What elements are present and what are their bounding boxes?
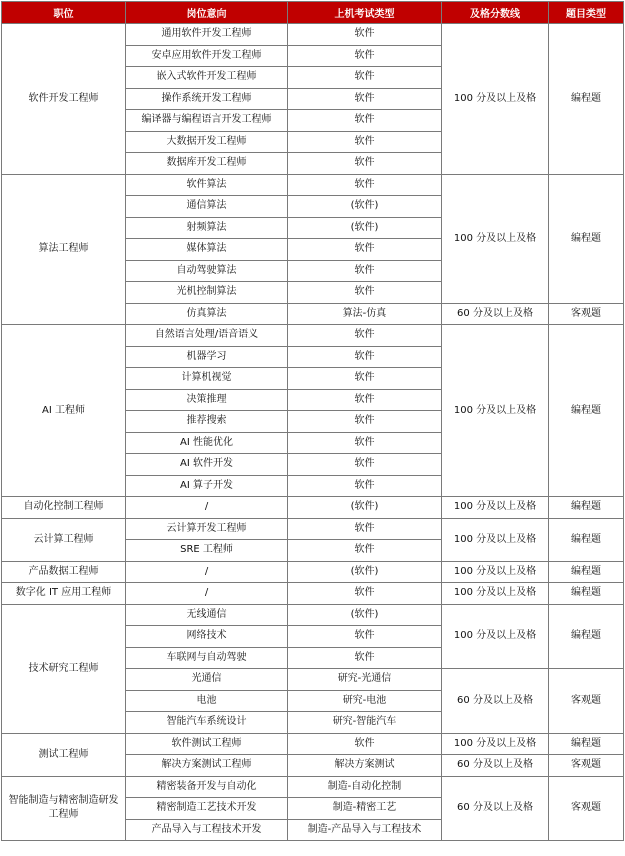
header-job-intent: 岗位意向 (126, 2, 288, 24)
table-cell: (软件) (288, 497, 442, 519)
table-cell: 安卓应用软件开发工程师 (126, 45, 288, 67)
table-cell: 客观题 (549, 776, 624, 841)
table-cell: 精密制造工艺技术开发 (126, 798, 288, 820)
table-cell: 仿真算法 (126, 303, 288, 325)
table-cell: 软件算法 (126, 174, 288, 196)
table-cell: SRE 工程师 (126, 540, 288, 562)
table-cell: 制造-产品导入与工程技术 (288, 819, 442, 841)
table-cell: 软件 (288, 518, 442, 540)
header-question-type: 题目类型 (549, 2, 624, 24)
table-cell: 光通信 (126, 669, 288, 691)
table-cell: 编程题 (549, 497, 624, 519)
table-cell: 制造-自动化控制 (288, 776, 442, 798)
table-cell: 编程题 (549, 24, 624, 175)
table-cell: 车联网与自动驾驶 (126, 647, 288, 669)
table-cell: 操作系统开发工程师 (126, 88, 288, 110)
table-cell: 软件 (288, 368, 442, 390)
table-cell: 研究-光通信 (288, 669, 442, 691)
table-cell: 100 分及以上及格 (442, 24, 549, 175)
table-cell: 嵌入式软件开发工程师 (126, 67, 288, 89)
table-cell: 60 分及以上及格 (442, 755, 549, 777)
table-cell: 精密装备开发与自动化 (126, 776, 288, 798)
table-cell: 解决方案测试 (288, 755, 442, 777)
table-cell: 射频算法 (126, 217, 288, 239)
table-cell: 60 分及以上及格 (442, 669, 549, 734)
table-cell: 自然语言处理/语音语义 (126, 325, 288, 347)
table-row (2, 776, 624, 798)
table-row (2, 24, 624, 46)
table-row (2, 604, 624, 626)
table-cell: 100 分及以上及格 (442, 518, 549, 561)
table-cell: 光机控制算法 (126, 282, 288, 304)
table-cell: 产品数据工程师 (2, 561, 126, 583)
table-cell: 客观题 (549, 755, 624, 777)
table-cell: 软件 (288, 24, 442, 46)
table-cell: 编程题 (549, 325, 624, 497)
table-cell: / (126, 561, 288, 583)
table-cell: 软件 (288, 346, 442, 368)
table-cell: 编译器与编程语言开发工程师 (126, 110, 288, 132)
table-cell: 无线通信 (126, 604, 288, 626)
table-cell: 自动驾驶算法 (126, 260, 288, 282)
table-cell: 软件 (288, 733, 442, 755)
table-cell: 电池 (126, 690, 288, 712)
table-row (2, 583, 624, 605)
table-cell: 云计算开发工程师 (126, 518, 288, 540)
table-cell: 软件 (288, 88, 442, 110)
table-cell: 100 分及以上及格 (442, 174, 549, 303)
table-cell: 通信算法 (126, 196, 288, 218)
table-cell: 计算机视觉 (126, 368, 288, 390)
header-passing-score: 及格分数线 (442, 2, 549, 24)
table-cell: 软件 (288, 389, 442, 411)
table-header (2, 2, 624, 24)
table-row (2, 733, 624, 755)
table-cell: AI 性能优化 (126, 432, 288, 454)
table-cell: 编程题 (549, 518, 624, 561)
table-cell: 软件 (288, 540, 442, 562)
table-cell: 网络技术 (126, 626, 288, 648)
table-cell: 大数据开发工程师 (126, 131, 288, 153)
table-cell: 100 分及以上及格 (442, 325, 549, 497)
table-row (2, 518, 624, 540)
exam-requirements-table (1, 1, 624, 841)
table-cell: 研究-电池 (288, 690, 442, 712)
table-cell: 技术研究工程师 (2, 604, 126, 733)
table-cell: 解决方案测试工程师 (126, 755, 288, 777)
table-cell: 媒体算法 (126, 239, 288, 261)
table-cell: 软件 (288, 239, 442, 261)
table-cell: 客观题 (549, 669, 624, 734)
table-row (2, 325, 624, 347)
table-cell: 软件 (288, 626, 442, 648)
table-cell: 软件 (288, 475, 442, 497)
header-position: 职位 (2, 2, 126, 24)
table-cell: 60 分及以上及格 (442, 776, 549, 841)
table-cell: AI 算子开发 (126, 475, 288, 497)
table-cell: 100 分及以上及格 (442, 733, 549, 755)
table-cell: 客观题 (549, 303, 624, 325)
table-cell: (软件) (288, 196, 442, 218)
table-cell: AI 软件开发 (126, 454, 288, 476)
table-cell: 软件 (288, 647, 442, 669)
table-cell: 100 分及以上及格 (442, 497, 549, 519)
table-cell: 编程题 (549, 174, 624, 303)
table-cell: 制造-精密工艺 (288, 798, 442, 820)
table-cell: 软件 (288, 325, 442, 347)
table-cell: 软件 (288, 432, 442, 454)
table-cell: 研究-智能汽车 (288, 712, 442, 734)
table-cell: (软件) (288, 217, 442, 239)
table-cell: / (126, 497, 288, 519)
table-row (2, 561, 624, 583)
table-cell: 产品导入与工程技术开发 (126, 819, 288, 841)
table-cell: 软件 (288, 45, 442, 67)
table-cell: 编程题 (549, 583, 624, 605)
table-body (2, 24, 624, 841)
table-row (2, 497, 624, 519)
table-cell: 软件 (288, 67, 442, 89)
table-cell: 通用软件开发工程师 (126, 24, 288, 46)
table-cell: 软件 (288, 131, 442, 153)
table-cell: 编程题 (549, 561, 624, 583)
table-cell: 智能汽车系统设计 (126, 712, 288, 734)
table-cell: 软件测试工程师 (126, 733, 288, 755)
table-cell: 数据库开发工程师 (126, 153, 288, 175)
header-row (2, 2, 624, 24)
table-cell: 软件 (288, 583, 442, 605)
table-cell: 100 分及以上及格 (442, 583, 549, 605)
table-cell: 数字化 IT 应用工程师 (2, 583, 126, 605)
table-cell: 编程题 (549, 733, 624, 755)
table-cell: 机器学习 (126, 346, 288, 368)
table-cell: AI 工程师 (2, 325, 126, 497)
table-cell: 算法工程师 (2, 174, 126, 325)
table-cell: 60 分及以上及格 (442, 303, 549, 325)
table-cell: 自动化控制工程师 (2, 497, 126, 519)
table-cell: 编程题 (549, 604, 624, 669)
table-cell: 软件 (288, 153, 442, 175)
table-cell: 云计算工程师 (2, 518, 126, 561)
table-row (2, 174, 624, 196)
table-cell: / (126, 583, 288, 605)
table-cell: 100 分及以上及格 (442, 604, 549, 669)
table-cell: 100 分及以上及格 (442, 561, 549, 583)
table-cell: 软件 (288, 260, 442, 282)
table-cell: 测试工程师 (2, 733, 126, 776)
table-cell: 软件 (288, 174, 442, 196)
table-cell: 软件 (288, 454, 442, 476)
table-cell: 推荐搜索 (126, 411, 288, 433)
table-cell: 软件 (288, 282, 442, 304)
table-cell: 算法-仿真 (288, 303, 442, 325)
table-cell: 决策推理 (126, 389, 288, 411)
table-cell: 智能制造与精密制造研发工程师 (2, 776, 126, 841)
table-cell: (软件) (288, 604, 442, 626)
table-cell: 软件 (288, 411, 442, 433)
header-exam-type: 上机考试类型 (288, 2, 442, 24)
table-cell: 软件 (288, 110, 442, 132)
table-cell: (软件) (288, 561, 442, 583)
table-cell: 软件开发工程师 (2, 24, 126, 175)
